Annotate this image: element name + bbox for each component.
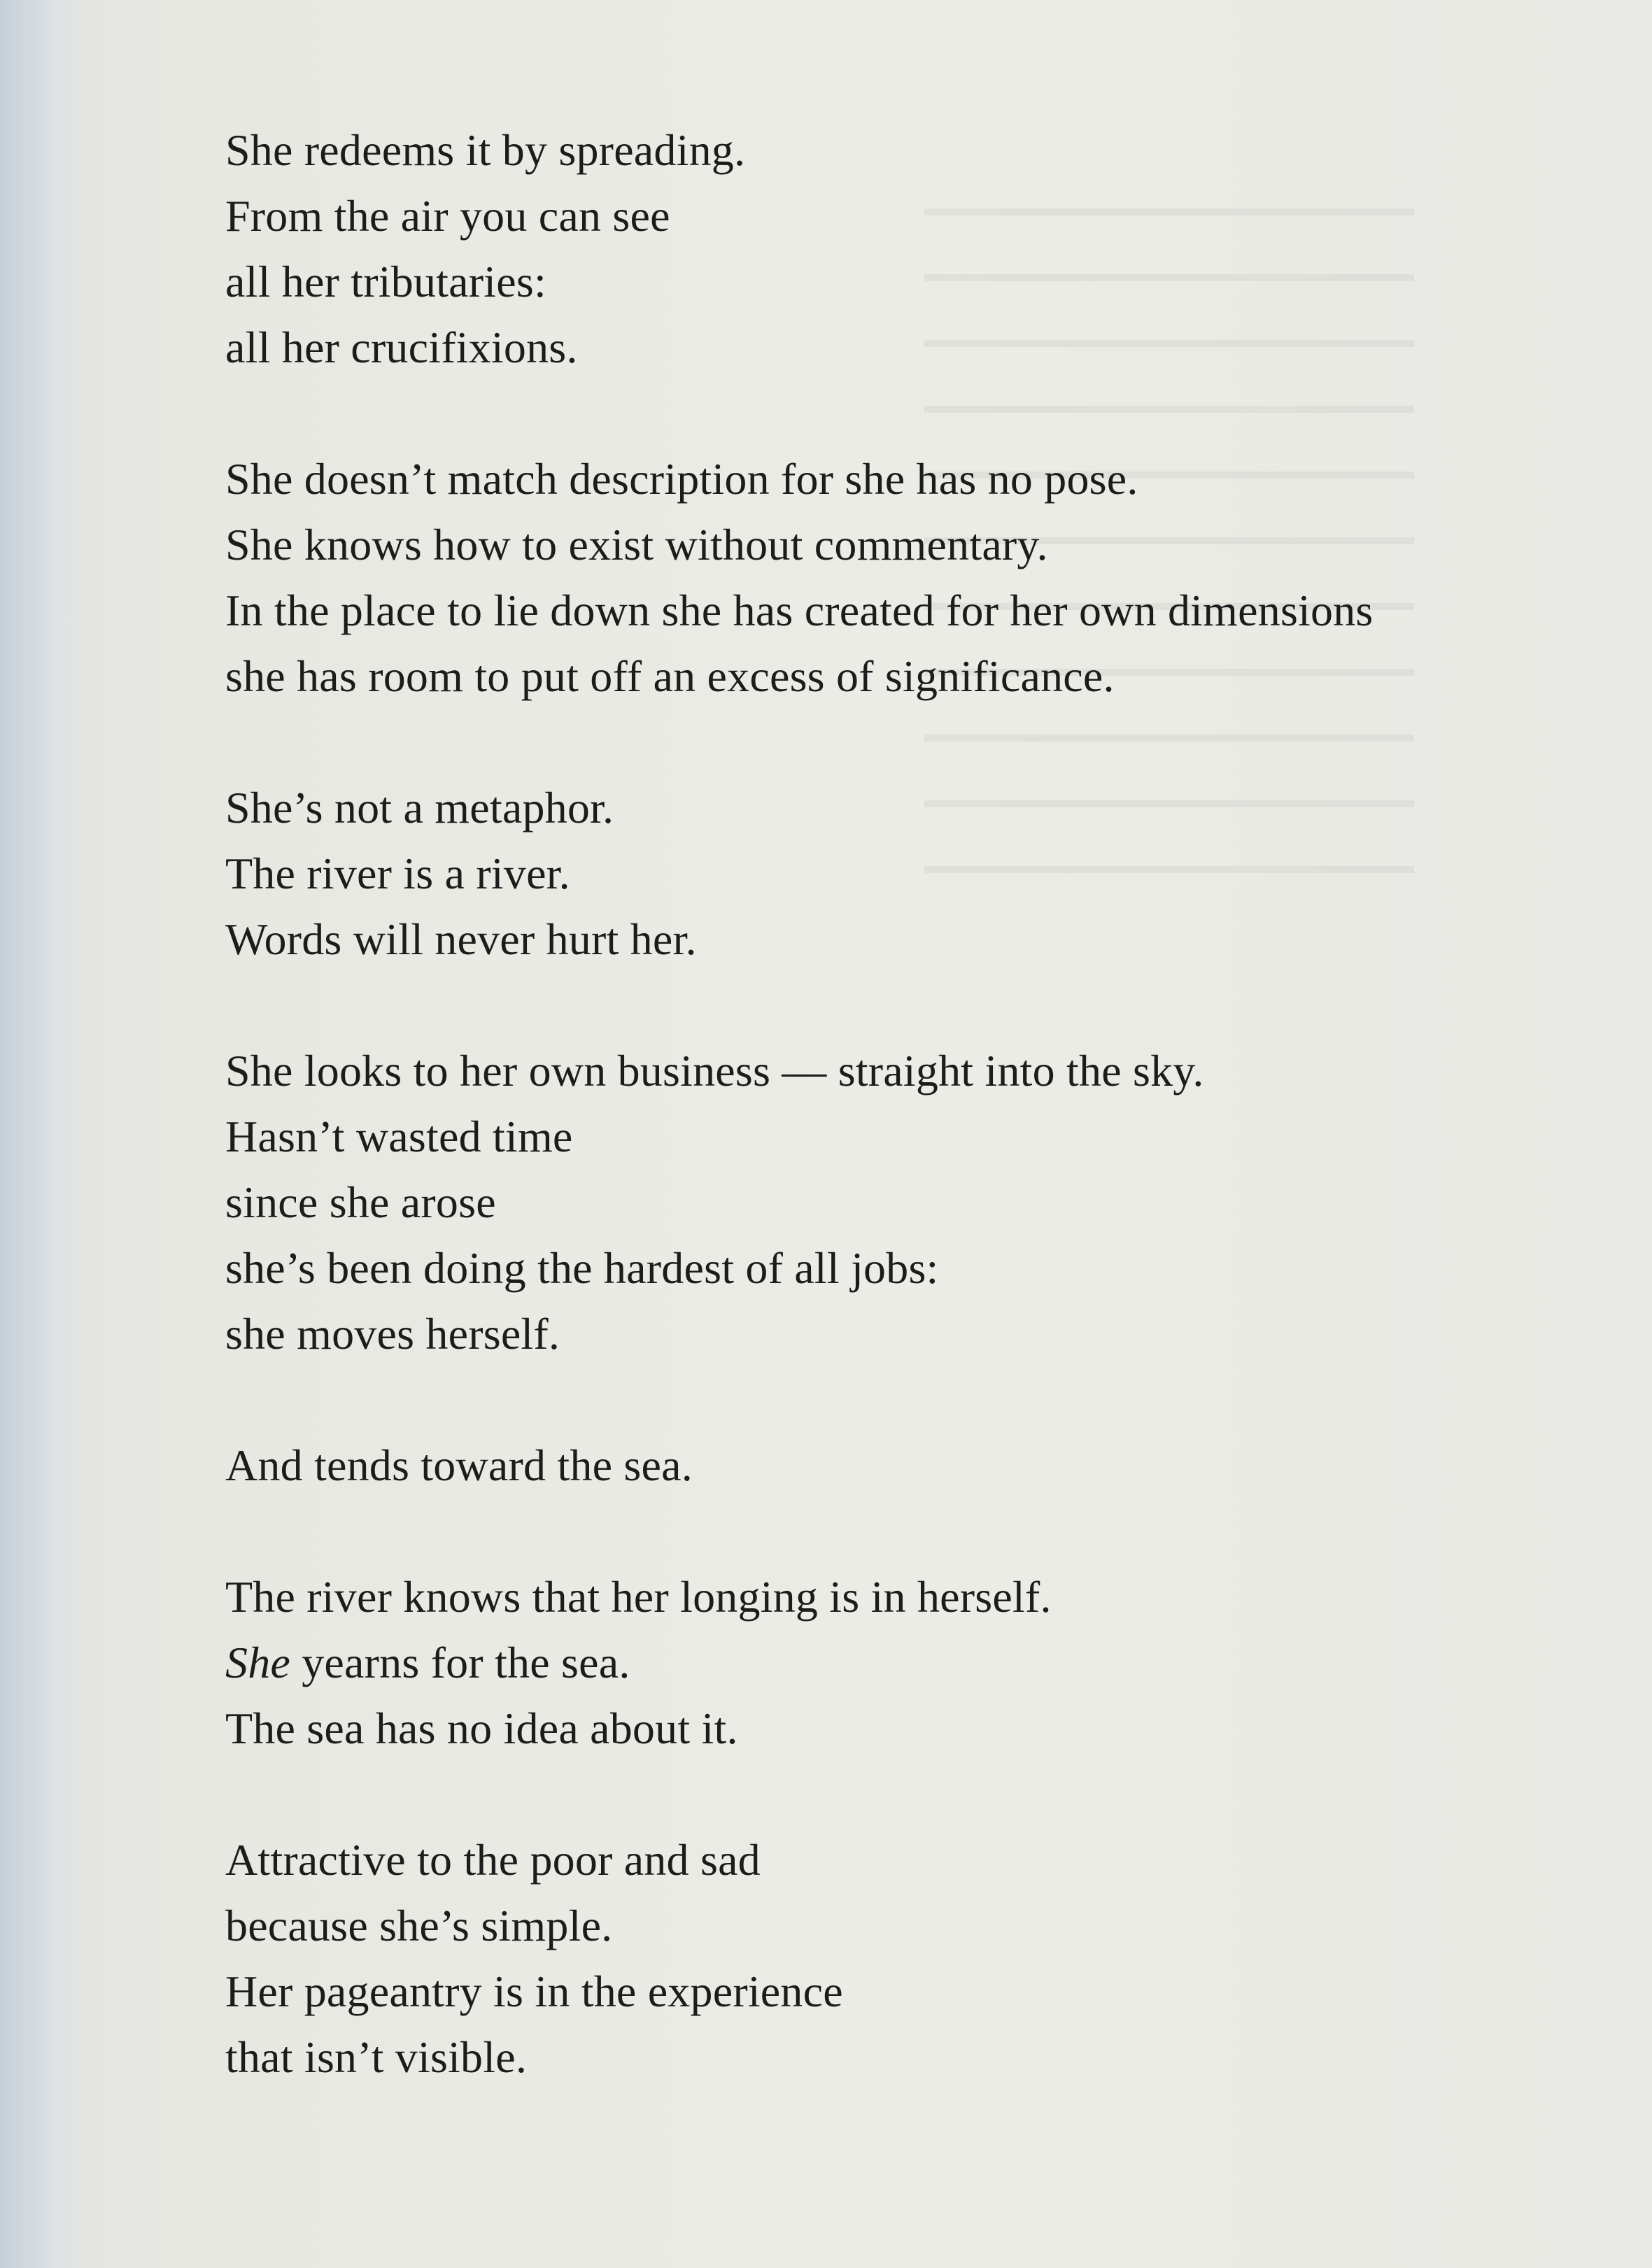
stanza-4 (225, 1038, 1555, 1367)
poem-text (225, 118, 1555, 2090)
poem-line: She redeems it by spreading. (225, 125, 746, 175)
poem-line-rest: yearns for the sea. (290, 1638, 630, 1687)
poem-line: that isn’t visible. (225, 2032, 528, 2082)
poem-line: From the air you can see (225, 191, 670, 241)
stanza-1 (225, 118, 1555, 381)
poem-line: The river is a river. (225, 849, 570, 898)
poem-line: all her tributaries: (225, 257, 546, 306)
poem-line: she’s been doing the hardest of all jobs: (225, 1243, 939, 1293)
poem-line: Attractive to the poor and sad (225, 1835, 761, 1885)
poem-line: all her crucifixions. (225, 323, 578, 372)
poem-line: Words will never hurt her. (225, 914, 697, 964)
poem-line: And tends toward the sea. (225, 1440, 693, 1490)
stanza-6 (225, 1564, 1555, 1762)
poem-line: She knows how to exist without commentary. (225, 520, 1048, 569)
page-gutter-shadow (0, 0, 84, 2268)
poem-line: she has room to put off an excess of significance. (225, 651, 1115, 701)
poem-line: She doesn’t match description for she has no pose. (225, 454, 1138, 504)
stanza-2 (225, 446, 1555, 709)
poem-line-with-italic (225, 1630, 1555, 1696)
poem-line: Hasn’t wasted time (225, 1112, 573, 1161)
poem-line: She’s not a metaphor. (225, 783, 614, 832)
stanza-7 (225, 1827, 1555, 2090)
poem-line: because she’s simple. (225, 1901, 613, 1950)
stanza-5 (225, 1433, 1555, 1498)
stanza-3 (225, 775, 1555, 972)
poem-line: she moves herself. (225, 1309, 560, 1359)
poem-line: Her pageantry is in the experience (225, 1966, 843, 2016)
poem-line: She looks to her own business — straight into the sky. (225, 1046, 1204, 1096)
italic-emphasis: She (225, 1638, 291, 1687)
poem-line: The river knows that her longing is in herself. (225, 1572, 1052, 1622)
poem-line: In the place to lie down she has created for her own dimensions (225, 586, 1374, 635)
poem-line: since she arose (225, 1177, 496, 1227)
poem-line: The sea has no idea about it. (225, 1703, 738, 1753)
